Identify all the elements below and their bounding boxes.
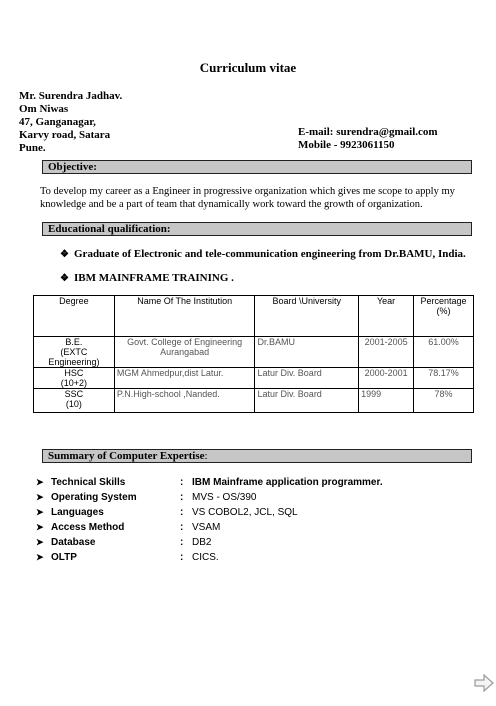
diamond-bullet-icon: ❖	[60, 273, 69, 284]
skill-colon: :	[180, 522, 184, 533]
bullet-text: Graduate of Electronic and tele-communication engineering from Dr.BAMU, India.	[74, 248, 466, 260]
diamond-bullet-icon: ❖	[60, 249, 69, 260]
skill-label: Access Method	[51, 522, 125, 533]
institution-cell: Govt. College of Engineering Aurangabad	[114, 337, 255, 368]
objective-text: To develop my career as a Engineer in progressive organization which gives me scope to apply my knowledge and be a part of team that dynamically work toward the growth of organization.	[40, 186, 455, 210]
skill-colon: :	[180, 492, 184, 503]
page-title: Curriculum vitae	[199, 60, 297, 75]
skill-label: Technical Skills	[51, 477, 126, 488]
education-bullet	[60, 272, 234, 284]
percent-cell: 78.17%	[414, 368, 474, 389]
arrow-bullet-icon: ➤	[36, 477, 44, 487]
degree-cell	[34, 368, 115, 389]
skill-colon: :	[180, 477, 184, 488]
degree-cell	[34, 389, 115, 413]
skill-value: VS COBOL2, JCL, SQL	[192, 507, 298, 518]
address-name: Mr. Surendra Jadhav.	[19, 90, 123, 102]
address-line: Om Niwas	[19, 103, 69, 115]
next-page-arrow-icon[interactable]	[474, 674, 494, 692]
skill-label: Database	[51, 537, 96, 548]
skills-heading-text: Summary of Computer Expertise	[48, 450, 205, 462]
column-header: Percentage (%)	[414, 296, 474, 337]
skill-label: Operating System	[51, 492, 137, 503]
degree-sub-text: (10+2)	[60, 378, 88, 388]
year-cell: 2000-2001	[359, 368, 414, 389]
degree-text: HSC	[64, 368, 84, 378]
skill-value: IBM Mainframe application programmer.	[192, 477, 383, 488]
education-heading: Educational qualification:	[42, 222, 472, 236]
percent-cell: 78%	[414, 389, 474, 413]
email-text: E-mail: surendra@gmail.com	[298, 126, 438, 138]
address-line: Karvy road, Satara	[19, 129, 111, 141]
contact-block	[298, 126, 438, 152]
address-block	[19, 90, 122, 155]
address-city: Pune.	[19, 142, 46, 154]
year-cell: 2001-2005	[359, 337, 414, 368]
skill-colon: :	[180, 507, 184, 518]
skill-value: DB2	[192, 537, 212, 548]
skill-label: OLTP	[51, 552, 77, 563]
table-row	[34, 368, 474, 389]
institution-cell: MGM Ahmedpur,dist Latur.	[114, 368, 255, 389]
objective-heading: Objective:	[42, 160, 472, 174]
board-cell: Dr.BAMU	[255, 337, 359, 368]
arrow-bullet-icon: ➤	[36, 537, 44, 547]
bullet-text: IBM MAINFRAME TRAINING .	[74, 272, 234, 284]
education-table	[33, 295, 474, 413]
column-header: Year	[359, 296, 414, 337]
percent-cell: 61.00%	[414, 337, 474, 368]
board-cell: Latur Div. Board	[255, 389, 359, 413]
arrow-bullet-icon: ➤	[36, 492, 44, 502]
degree-sub-text: (10)	[65, 399, 82, 409]
address-line: 47, Ganganagar,	[19, 116, 96, 128]
education-bullet	[60, 248, 466, 260]
skill-colon: :	[180, 537, 184, 548]
arrow-bullet-icon: ➤	[36, 552, 44, 562]
skills-heading-colon: :	[204, 450, 208, 462]
degree-cell	[34, 337, 115, 368]
mobile-text: Mobile - 9923061150	[298, 139, 395, 151]
column-header: Board \University	[255, 296, 359, 337]
skill-value: VSAM	[192, 522, 221, 533]
skill-value: CICS.	[192, 552, 219, 563]
table-row	[34, 337, 474, 368]
degree-text: SSC	[64, 389, 84, 399]
year-cell: 1999	[359, 389, 414, 413]
degree-text: B.E.	[65, 337, 83, 347]
skill-colon: :	[180, 552, 184, 563]
table-row	[34, 389, 474, 413]
table-header-row	[34, 296, 474, 337]
skill-value: MVS - OS/390	[192, 492, 257, 503]
degree-sub-text: (EXTC Engineering)	[48, 347, 100, 367]
column-header: Name Of The Institution	[114, 296, 255, 337]
skill-label: Languages	[51, 507, 104, 518]
board-cell: Latur Div. Board	[255, 368, 359, 389]
arrow-bullet-icon: ➤	[36, 507, 44, 517]
arrow-bullet-icon: ➤	[36, 522, 44, 532]
skills-heading	[42, 449, 472, 463]
column-header: Degree	[34, 296, 115, 337]
institution-cell: P.N.High-school ,Nanded.	[114, 389, 255, 413]
